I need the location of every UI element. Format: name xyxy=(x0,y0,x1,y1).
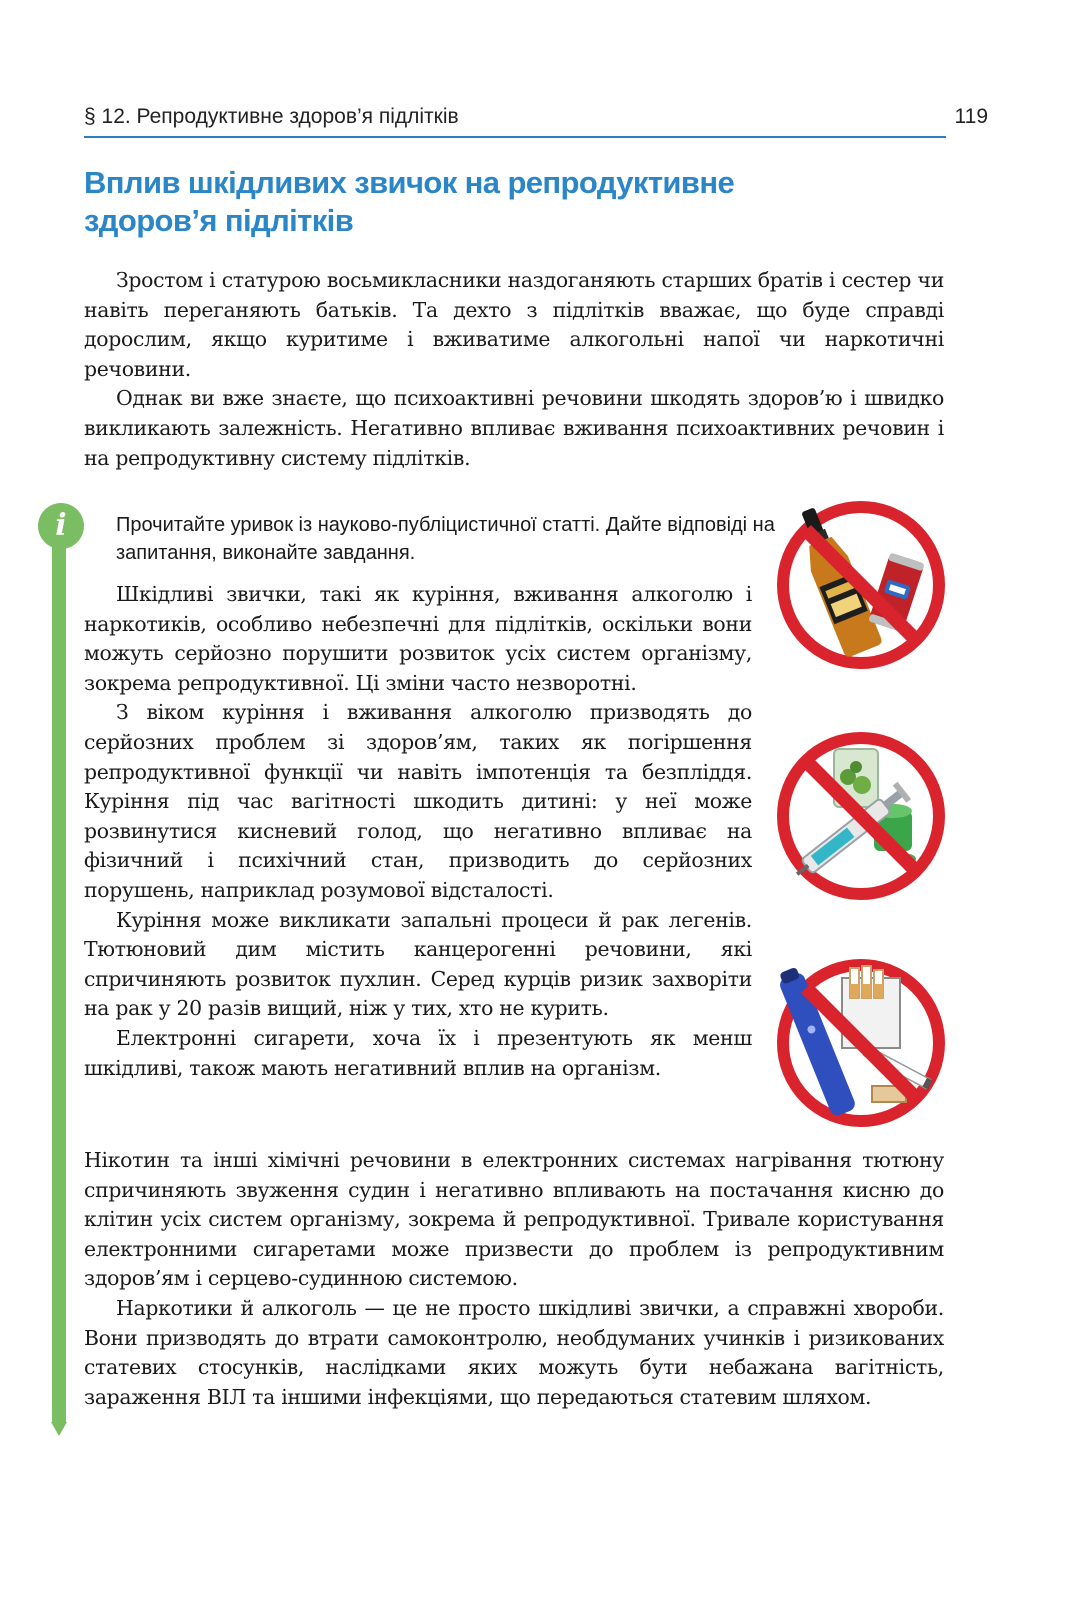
article-paragraph: Нікотин та інші хімічні речовини в електронних системах нагрівання тютюну спричиняють звуження судин і негативно впливають на постачання кисню до клітин усіх систем організму, зокрема й репродуктивної. Тривале користування електронними сигаретами може призвести до проблем із репродуктивним здоров’ям і серцево-судинною системою. xyxy=(84,1148,944,1291)
intro-paragraph: Однак ви вже знаєте, що психоактивні речовини шкодять здоров’ю і швидко викликають залежність. Негативно впливає вживання психоактивних речовин і на репродуктивну систему підлітків. xyxy=(84,386,944,470)
intro-text xyxy=(84,266,944,473)
article-paragraph: Куріння може викликати запальні процеси й рак легенів. Тютюновий дим містить канцерогенні речовини, які спричиняють розвиток пухлин. Серед курців ризик захворіти на рак у 20 разів вищий, ніж у тих, хто не курить. xyxy=(84,907,752,1021)
article-paragraph: Наркотики й алкоголь — це не просто шкідливі звички, а справжні хвороби. Вони призводять до втрати самоконтролю, необдуманих учинків і ризикованих статевих стосунків, наслідками яких можуть бути небажана вагітність, зараження ВІЛ та іншими інфекціями, що передаються статевим шляхом. xyxy=(84,1295,944,1409)
article-paragraph: Електронні сигарети, хоча їх і презентують як менш шкідливі, також мають негативний вплив на організм. xyxy=(84,1025,752,1080)
section-title xyxy=(84,164,884,240)
info-end-arrow-icon xyxy=(51,1422,67,1436)
article-column-wide xyxy=(84,1146,944,1412)
task-instruction: Прочитайте уривок із науково-публіцистичної статті. Дайте відповіді на запитання, виконайте завдання. xyxy=(116,514,775,564)
article-paragraph: З віком куріння і вживання алкоголю призводять до серйозних проблем зі здоров’ям, таких як погіршення репродуктивної функції чи навіть імпотенція та безпліддя. Куріння під час вагітності шкодить дитині: у неї може розвинутися кисневий голод, що негативно впливає на фізичний і психічний стан, призводить до серйозних порушень, наприклад розумової відсталості. xyxy=(84,700,752,902)
info-sidebar-bar xyxy=(52,530,66,1424)
page-header xyxy=(84,103,988,137)
no-smoking-icon xyxy=(776,958,946,1128)
section-title-line2: здоров’я підлітків xyxy=(84,203,354,238)
article-paragraph: Шкідливі звички, такі як куріння, вживання алкоголю і наркотиків, особливо небезпечні для підлітків, оскільки вони можуть серйозно порушити розвиток усіх систем організму, зокрема репродуктивної. Ці зміни часто незворотні. xyxy=(84,582,752,695)
page-number: 119 xyxy=(954,105,988,128)
info-icon: i xyxy=(38,503,84,549)
header-rule xyxy=(84,136,946,138)
section-title-line1: Вплив шкідливих звичок на репродуктивне xyxy=(84,165,735,200)
header-title: § 12. Репродуктивне здоров’я підлітків xyxy=(84,105,459,128)
intro-paragraph: Зростом і статурою восьмикласники наздоганяють старших братів і сестер чи навіть переганяють батьків. Та дехто з підлітків вважає, що буде справді дорослим, якщо куритиме і вживатиме алкогольні напої чи наркотичні речовини. xyxy=(84,268,944,381)
no-drugs-icon xyxy=(776,731,946,901)
article-column-narrow xyxy=(84,580,752,1083)
no-alcohol-icon xyxy=(776,500,946,670)
